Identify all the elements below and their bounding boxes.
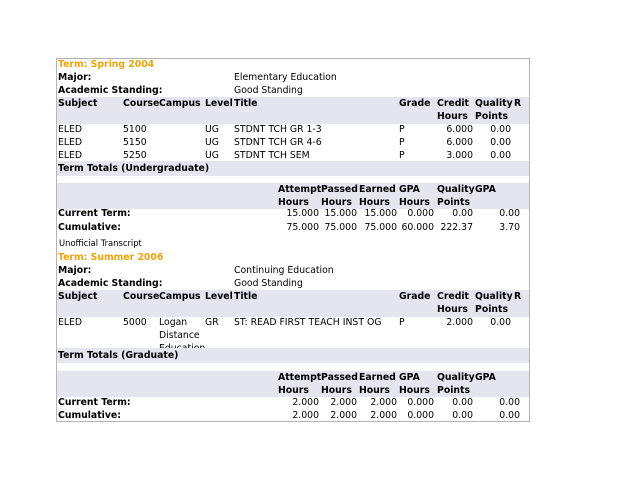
val-passed: 2.000 — [330, 397, 357, 408]
col-attempt-2: Hours — [278, 197, 309, 208]
totals-header-row — [57, 183, 529, 209]
val-attempt: 2.000 — [292, 397, 319, 408]
col-quality: Quality — [475, 98, 513, 109]
col-earned-2: Hours — [359, 197, 390, 208]
col-r: R — [514, 98, 522, 109]
col-course: Course — [123, 291, 160, 302]
major-label: Major: — [58, 265, 92, 276]
cell-quality: 0.00 — [490, 317, 511, 328]
major-value: Elementary Education — [234, 72, 337, 83]
cell-credit: 6.000 — [446, 137, 473, 148]
standing-value: Good Standing — [234, 85, 303, 96]
val-gpa: 0.00 — [499, 397, 520, 408]
standing-label: Academic Standing: — [58, 278, 163, 289]
totals-title: Term Totals (Graduate) — [58, 350, 179, 361]
col-course: Course — [123, 98, 160, 109]
col-attempt: Attempt — [278, 372, 322, 383]
val-gpa-hours: 0.000 — [407, 410, 434, 421]
col-earned: Earned — [359, 372, 396, 383]
course-header-row — [57, 290, 529, 317]
col-passed: Passed — [321, 184, 358, 195]
val-attempt: 15.000 — [286, 208, 319, 219]
cell-quality: 0.00 — [490, 150, 511, 161]
standing-label: Academic Standing: — [58, 85, 163, 96]
val-passed: 75.000 — [324, 222, 357, 233]
term-title: Term: Summer 2006 — [58, 252, 164, 263]
table-row — [57, 123, 529, 136]
val-quality: 0.00 — [452, 410, 473, 421]
col-attempt: Attempt — [278, 184, 322, 195]
totals-title-row — [57, 161, 529, 176]
col-gpa-hours-2: Hours — [399, 385, 430, 396]
col-passed: Passed — [321, 372, 358, 383]
val-gpa: 3.70 — [499, 222, 520, 233]
cell-grade: P — [399, 317, 405, 328]
col-quality-2: Points — [475, 304, 508, 315]
standing-value: Good Standing — [234, 278, 303, 289]
course-header-row — [57, 97, 529, 124]
current-term-row — [57, 396, 529, 409]
current-term-label: Current Term: — [58, 397, 131, 408]
val-earned: 2.000 — [370, 410, 397, 421]
cell-credit: 2.000 — [446, 317, 473, 328]
cell-credit: 3.000 — [446, 150, 473, 161]
col-earned-2: Hours — [359, 385, 390, 396]
val-quality: 0.00 — [452, 208, 473, 219]
val-passed: 15.000 — [324, 208, 357, 219]
cumulative-row — [57, 221, 529, 234]
current-term-label: Current Term: — [58, 208, 131, 219]
cell-credit: 6.000 — [446, 124, 473, 135]
cell-subject: ELED — [58, 124, 83, 135]
val-passed: 2.000 — [330, 410, 357, 421]
cell-subject: ELED — [58, 150, 83, 161]
col-attempt-2: Hours — [278, 385, 309, 396]
cell-title: ST: READ FIRST TEACH INST OG — [234, 317, 382, 328]
val-gpa: 0.00 — [499, 410, 520, 421]
col-quality-points: Quality — [437, 184, 475, 195]
col-subject: Subject — [58, 98, 98, 109]
col-credit: Credit — [437, 98, 469, 109]
cell-grade: P — [399, 137, 405, 148]
col-credit: Credit — [437, 291, 469, 302]
col-quality-points: Quality — [437, 372, 475, 383]
val-earned: 2.000 — [370, 397, 397, 408]
cell-level: UG — [205, 150, 220, 161]
col-gpa: GPA — [475, 372, 496, 383]
standing-row — [57, 277, 529, 290]
col-campus: Campus — [159, 98, 201, 109]
unofficial-note: Unofficial Transcript — [59, 238, 142, 248]
col-gpa-hours-2: Hours — [399, 197, 430, 208]
col-grade: Grade — [399, 98, 431, 109]
cell-quality: 0.00 — [490, 137, 511, 148]
major-value: Continuing Education — [234, 265, 334, 276]
col-title: Title — [234, 98, 258, 109]
val-earned: 75.000 — [364, 222, 397, 233]
col-gpa-hours: GPA — [399, 184, 420, 195]
col-earned: Earned — [359, 184, 396, 195]
cell-subject: ELED — [58, 317, 83, 328]
cell-grade: P — [399, 124, 405, 135]
major-row — [57, 264, 529, 277]
val-gpa-hours: 0.000 — [407, 397, 434, 408]
col-gpa: GPA — [475, 184, 496, 195]
totals-title-row — [57, 348, 529, 363]
col-credit-2: Hours — [437, 111, 468, 122]
col-grade: Grade — [399, 291, 431, 302]
col-credit-2: Hours — [437, 304, 468, 315]
cumulative-label: Cumulative: — [58, 410, 121, 421]
totals-header-row — [57, 371, 529, 397]
col-campus: Campus — [159, 291, 201, 302]
col-quality-2: Points — [475, 111, 508, 122]
col-quality: Quality — [475, 291, 513, 302]
cumulative-row — [57, 409, 529, 422]
cell-grade: P — [399, 150, 405, 161]
col-gpa-hours: GPA — [399, 372, 420, 383]
cell-campus-2: Distance — [159, 330, 200, 341]
standing-row — [57, 84, 529, 97]
col-r: R — [514, 291, 522, 302]
totals-title: Term Totals (Undergraduate) — [58, 163, 210, 174]
cell-course: 5250 — [123, 150, 147, 161]
col-passed-2: Hours — [321, 197, 352, 208]
term-title: Term: Spring 2004 — [58, 59, 155, 70]
cell-course: 5150 — [123, 137, 147, 148]
col-passed-2: Hours — [321, 385, 352, 396]
val-gpa: 0.00 — [499, 208, 520, 219]
val-earned: 15.000 — [364, 208, 397, 219]
col-quality-points-2: Points — [437, 197, 470, 208]
col-subject: Subject — [58, 291, 98, 302]
cell-title: STDNT TCH GR 1-3 — [234, 124, 322, 135]
cell-level: UG — [205, 124, 220, 135]
cell-course: 5000 — [123, 317, 147, 328]
col-quality-points-2: Points — [437, 385, 470, 396]
cell-title: STDNT TCH GR 4-6 — [234, 137, 322, 148]
term-row — [57, 58, 529, 71]
cell-campus: Logan — [159, 317, 188, 328]
cell-quality: 0.00 — [490, 124, 511, 135]
val-quality: 0.00 — [452, 397, 473, 408]
cumulative-label: Cumulative: — [58, 222, 121, 233]
col-level: Level — [205, 291, 233, 302]
val-attempt: 75.000 — [286, 222, 319, 233]
val-gpa-hours: 60.000 — [401, 222, 434, 233]
val-quality: 222.37 — [440, 222, 473, 233]
val-attempt: 2.000 — [292, 410, 319, 421]
val-gpa-hours: 0.000 — [407, 208, 434, 219]
term-row — [57, 251, 529, 264]
col-level: Level — [205, 98, 233, 109]
cell-level: UG — [205, 137, 220, 148]
major-row — [57, 71, 529, 84]
current-term-row — [57, 207, 529, 220]
note-row — [57, 237, 529, 250]
col-title: Title — [234, 291, 258, 302]
cell-title: STDNT TCH SEM — [234, 150, 310, 161]
table-row — [57, 136, 529, 149]
major-label: Major: — [58, 72, 92, 83]
cell-level: GR — [205, 317, 219, 328]
cell-course: 5100 — [123, 124, 147, 135]
cell-subject: ELED — [58, 137, 83, 148]
